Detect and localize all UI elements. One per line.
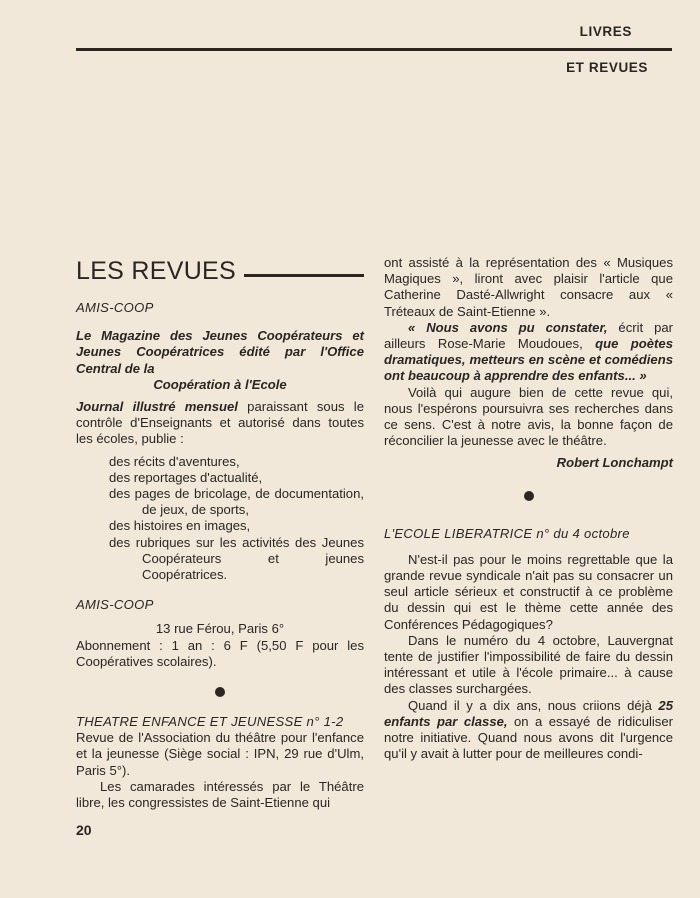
contents-list [109,454,364,584]
address: 13 rue Férou, Paris 6° [155,621,285,637]
separator-dot [76,684,364,700]
separator-dot [384,488,673,504]
list-item: des rubriques sur les activités des Jeunes Coopérateurs et jeunes Coopératrices. [109,534,364,583]
ecole-heading: L'ECOLE LIBERATRICE [384,525,533,541]
title-rule [244,274,364,277]
ecole-emphasis: 25 enfants par classe, [384,697,673,729]
theatre-issue: n° 1-2 [302,714,344,730]
magazine-description-end: Coopération à l'Ecole [153,376,287,392]
left-column [76,256,364,811]
quote-paragraph [384,320,673,385]
ecole-paragraph-2: Dans le numéro du 4 octobre, Lauvergnat tente de justifier l'impossibilité de faire du dessin intéressant et utile à l'école primaire... à cause des classes surchargées. [384,632,673,697]
ecole-paragraph-3-a: Quand il y a dix ans, nous criions déjà [408,697,659,713]
list-item: des récits d'aventures, [109,453,240,469]
header-rule [76,48,672,51]
theatre-heading: THEATRE ENFANCE ET JEUNESSE [76,714,303,730]
list-item: des histoires en images, [109,518,251,534]
ecole-paragraph-3 [384,698,673,763]
ecole-issue: n° du 4 octobre [532,525,630,541]
list-item: des reportages d'actualité, [109,469,263,485]
amis-coop-heading-2: AMIS-COOP [76,597,154,613]
page-title: LES REVUES [76,256,237,285]
journal-paragraph [76,399,364,448]
list-item: des pages de bricolage, de documentation, de jeux, de sports, [109,486,364,518]
theatre-heading-line [76,714,364,730]
ecole-paragraph-3-c: on a essayé de ridiculiser notre initiative. Quand nous avons dit l'urgence qu'il y avait à lutter pour de meilleures condi- [384,713,673,762]
page-number: 20 [76,822,92,838]
quote-part-c: que poètes dramatiques, metteurs en scène et comédiens ont beaucoup à apprendre des enfants... » [384,336,673,384]
right-column [384,255,673,762]
theatre-paragraph: Les camarades intéressés par le Théâtre libre, les congressistes de Saint-Etienne qui [76,778,364,811]
amis-coop-heading: AMIS-COOP [76,300,154,315]
subscription: Abonnement : 1 an : 6 F (5,50 F pour les Coopératives scolaires). [76,637,364,669]
ecole-heading-line [384,526,673,542]
quote-part-a: « Nous avons pu constater, [408,319,608,335]
theatre-description: Revue de l'Association du théâtre pour l'enfance et la jeunesse (Siège social : IPN, 29 rue d'Ulm, Paris 5°). [76,730,364,778]
magazine-description [76,328,364,377]
article-paragraph-3: Voilà qui augure bien de cette revue qui, nous l'espérons poursuivra ses recherches dans ce sens. C'est à notre avis, la bonne façon de réconcilier la jeunesse avec le théâtre. [384,384,673,449]
journal-emphasis: Journal illustré mensuel [76,399,238,415]
author-signature: Robert Lonchampt [556,455,673,471]
article-paragraph-1: ont assisté à la représentation des « Musiques Magiques », liront avec plaisir l'article que Catherine Dasté-Allwright consacre aux « Tréteaux de Saint-Etienne ». [384,255,673,319]
section-header-revues: ET REVUES [566,60,648,75]
section-header-livres: LIVRES [579,24,632,39]
journal-rest: paraissant sous le contrôle d'Enseignants et autorisé dans toutes les écoles, publie : [76,399,364,447]
magazine-description-text: Le Magazine des Jeunes Coopérateurs et Jeunes Coopératrices édité par l'Office Central de la [76,328,364,376]
ecole-paragraph-1: N'est-il pas pour le moins regrettable que la grande revue syndicale n'ait pas su consacrer un seul article sérieux et constructif à ce problème du dessin qui est le thème cette année des Conférences Pédagogiques? [384,551,673,632]
title-row [76,256,364,286]
quote-part-b: écrit par ailleurs Rose-Marie Moudoues, [384,319,674,352]
